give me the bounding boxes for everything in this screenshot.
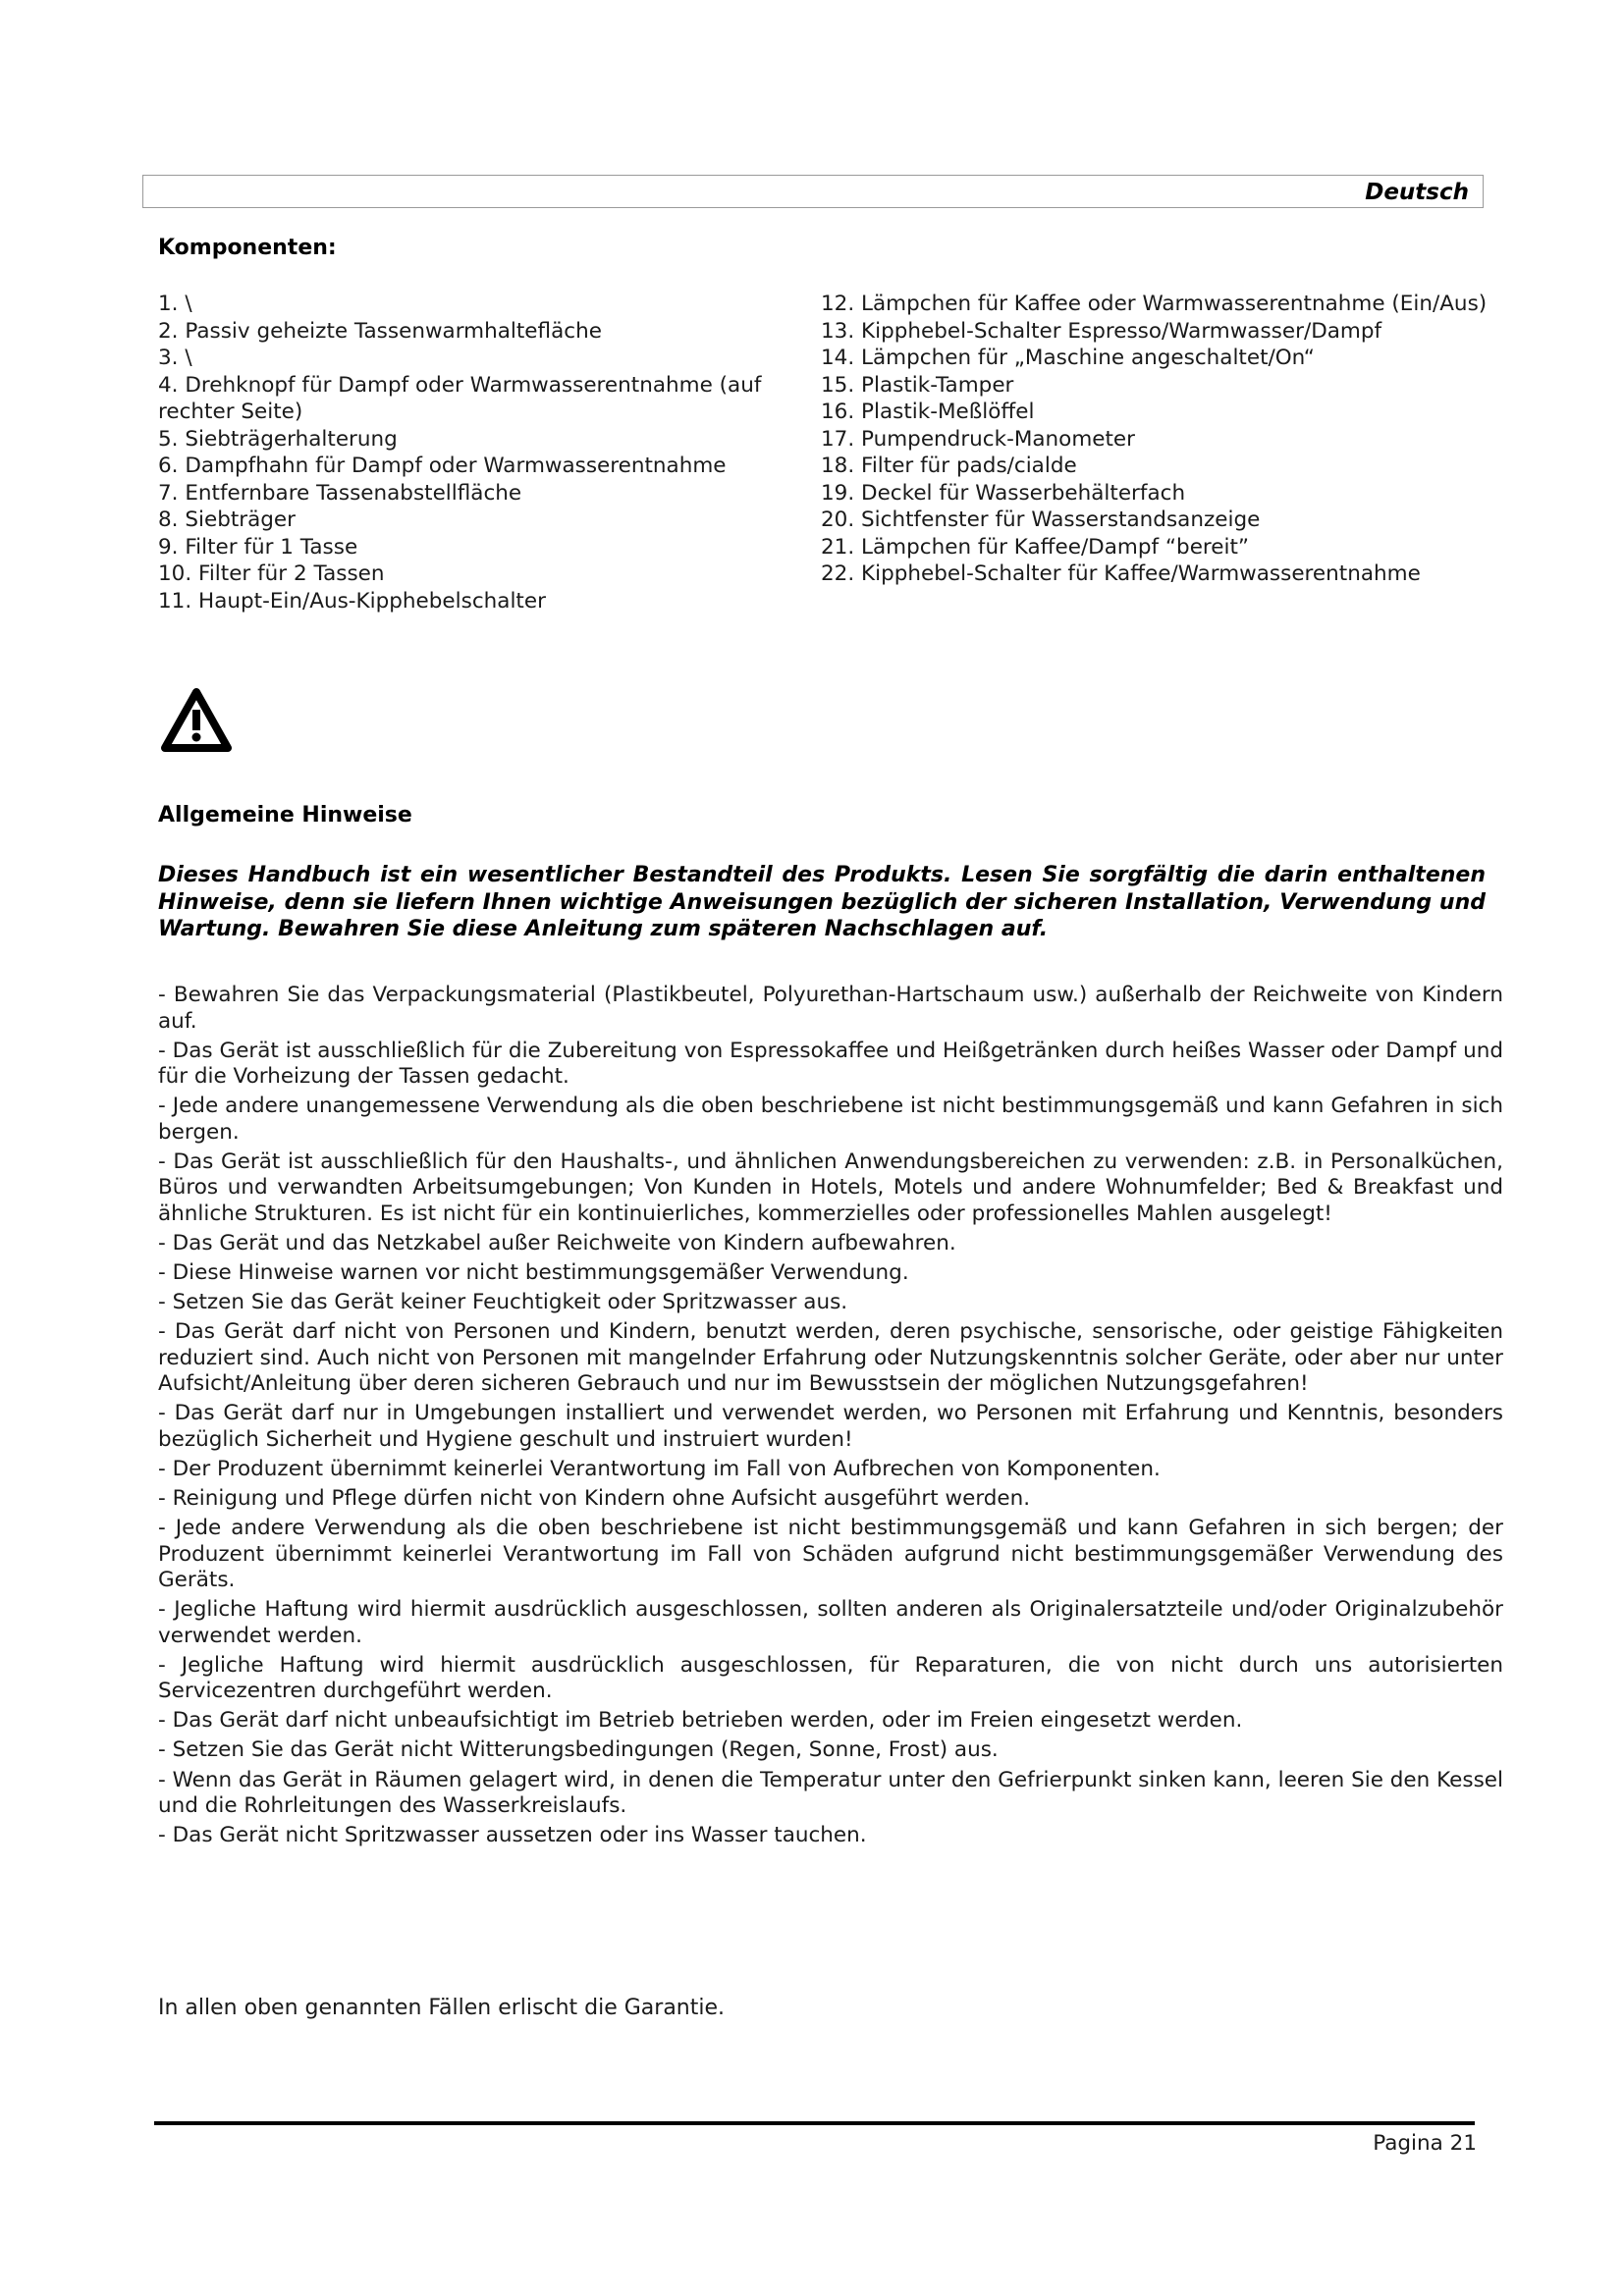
hint-item: - Das Gerät ist ausschließlich für die Zubereitung von Espressokaffee und Heißgetränken durch heißes Wasser oder Dampf und für die Vorheizung der Tassen gedacht. <box>158 1038 1503 1090</box>
hints-list <box>158 983 1503 1852</box>
hint-item: - Das Gerät und das Netzkabel außer Reichweite von Kindern aufbewahren. <box>158 1230 956 1255</box>
hint-item: - Setzen Sie das Gerät keiner Feuchtigkeit oder Spritzwasser aus. <box>158 1290 848 1315</box>
components-title: Komponenten: <box>158 236 337 260</box>
component-item: 9. Filter für 1 Tasse <box>158 534 358 560</box>
hint-item: - Das Gerät darf nicht von Personen und Kindern, benutzt werden, deren psychische, sensorische, oder geistige Fähigkeiten reduziert sind. Auch nicht von Personen mit mangelnder Erfahrung oder Nutzungskenntnis solcher Geräte, oder aber nur unter Aufsicht/Anleitung über deren sicheren Gebrauch und nur im Bewusstsein der möglichen Nutzungsgefahren! <box>158 1319 1503 1397</box>
language-label: Deutsch <box>1365 180 1469 205</box>
hint-item: - Jede andere Verwendung als die oben beschriebene ist nicht bestimmungsgemäß und kann Gefahren in sich bergen; der Produzent übernimmt keinerlei Verantwortung im Fall von Schäden aufgrund nicht bestimmungsgemäßer Verwendung des Geräts. <box>158 1516 1503 1593</box>
component-item: 13. Kipphebel-Schalter Espresso/Warmwasser/Dampf <box>821 318 1382 344</box>
component-item: 3. \ <box>158 346 192 370</box>
hint-item: - Bewahren Sie das Verpackungsmaterial (Plastikbeutel, Polyurethan-Hartschaum usw.) außerhalb der Reichweite von Kindern auf. <box>158 983 1503 1034</box>
component-item: 17. Pumpendruck-Manometer <box>821 426 1136 452</box>
hint-item: - Wenn das Gerät in Räumen gelagert wird, in denen die Temperatur unter den Gefrierpunkt sinken kann, leeren Sie den Kessel und die Rohrleitungen des Wasserkreislaufs. <box>158 1767 1503 1818</box>
warning-triangle-icon <box>159 685 234 754</box>
component-item: 16. Plastik-Meßlöffel <box>821 400 1035 424</box>
hint-item: - Reinigung und Pflege dürfen nicht von Kindern ohne Aufsicht ausgeführt werden. <box>158 1485 1031 1511</box>
hint-item: - Das Gerät nicht Spritzwasser aussetzen oder ins Wasser tauchen. <box>158 1823 867 1848</box>
component-item: 10. Filter für 2 Tassen <box>158 561 385 586</box>
hint-item: - Jegliche Haftung wird hiermit ausdrücklich ausgeschlossen, für Reparaturen, die von nicht durch uns autorisierten Servicezentren durchgeführt werden. <box>158 1652 1503 1704</box>
component-item: 22. Kipphebel-Schalter für Kaffee/Warmwasserentnahme <box>821 561 1421 586</box>
component-item: 11. Haupt-Ein/Aus-Kipphebelschalter <box>158 588 546 614</box>
hint-item: - Das Gerät darf nicht unbeaufsichtigt im Betrieb betrieben werden, oder im Freien eingesetzt werden. <box>158 1708 1243 1734</box>
component-item: 19. Deckel für Wasserbehälterfach <box>821 480 1186 506</box>
component-item: 7. Entfernbare Tassenabstellfläche <box>158 480 522 506</box>
component-item: 18. Filter für pads/cialde <box>821 454 1077 478</box>
components-list-left <box>158 291 806 614</box>
hint-item: - Setzen Sie das Gerät nicht Witterungsbedingungen (Regen, Sonne, Frost) aus. <box>158 1737 999 1763</box>
component-item: 20. Sichtfenster für Wasserstandsanzeige <box>821 507 1261 532</box>
closing-sentence: In allen oben genannten Fällen erlischt die Garantie. <box>158 1996 726 2020</box>
component-item: 2. Passiv geheizte Tassenwarmhaltefläche <box>158 318 602 344</box>
intro-paragraph: Dieses Handbuch ist ein wesentlicher Bestandteil des Produkts. Lesen Sie sorgfältig die darin enthaltenen Hinweise, denn sie liefern Ihnen wichtige Anweisungen bezüglich der sicheren Installation, Verwendung und Wartung. Bewahren Sie diese Anleitung zum späteren Nachschlagen auf. <box>158 863 1486 941</box>
header-bar <box>142 175 1484 208</box>
component-item: 4. Drehknopf für Dampf oder Warmwasserentnahme (auf rechter Seite) <box>158 372 762 424</box>
general-title: Allgemeine Hinweise <box>158 803 412 828</box>
components-list-right <box>821 291 1489 588</box>
hint-item: - Das Gerät ist ausschließlich für den Haushalts-, und ähnlichen Anwendungsbereichen zu verwenden: z.B. in Personalküchen, Büros und verwandten Arbeitsumgebungen; Von Kunden in Hotels, Motels und andere Wohnumfelder; Bed & Breakfast und ähnliche Strukturen. Es ist nicht für ein kontinuierliches, kommerzielles oder professionelles Mahlen ausgelegt! <box>158 1148 1503 1226</box>
component-item: 15. Plastik-Tamper <box>821 372 1014 398</box>
hint-item: - Diese Hinweise warnen vor nicht bestimmungsgemäßer Verwendung. <box>158 1259 909 1285</box>
component-item: 21. Lämpchen für Kaffee/Dampf “bereit” <box>821 534 1250 560</box>
hint-item: - Das Gerät darf nur in Umgebungen installiert und verwendet werden, wo Personen mit Erfahrung und Kenntnis, besonders bezüglich Sicherheit und Hygiene geschult und instruiert wurden! <box>158 1401 1503 1452</box>
component-item: 8. Siebträger <box>158 507 297 532</box>
component-item: 12. Lämpchen für Kaffee oder Warmwasserentnahme (Ein/Aus) <box>821 292 1488 316</box>
hint-item: - Jegliche Haftung wird hiermit ausdrücklich ausgeschlossen, sollten anderen als Originalersatzteile und/oder Originalzubehör verwendet werden. <box>158 1597 1503 1648</box>
component-item: 1. \ <box>158 292 192 316</box>
hint-item: - Jede andere unangemessene Verwendung als die oben beschriebene ist nicht bestimmungsgemäß und kann Gefahren in sich bergen. <box>158 1094 1503 1145</box>
component-item: 6. Dampfhahn für Dampf oder Warmwasserentnahme <box>158 454 727 478</box>
footer-divider <box>154 2121 1475 2125</box>
component-item: 5. Siebträgerhalterung <box>158 426 398 452</box>
component-item: 14. Lämpchen für „Maschine angeschaltet/On“ <box>821 346 1315 370</box>
hint-item: - Der Produzent übernimmt keinerlei Verantwortung im Fall von Aufbrechen von Komponenten. <box>158 1456 1161 1481</box>
page-number: Pagina 21 <box>1373 2131 1477 2156</box>
